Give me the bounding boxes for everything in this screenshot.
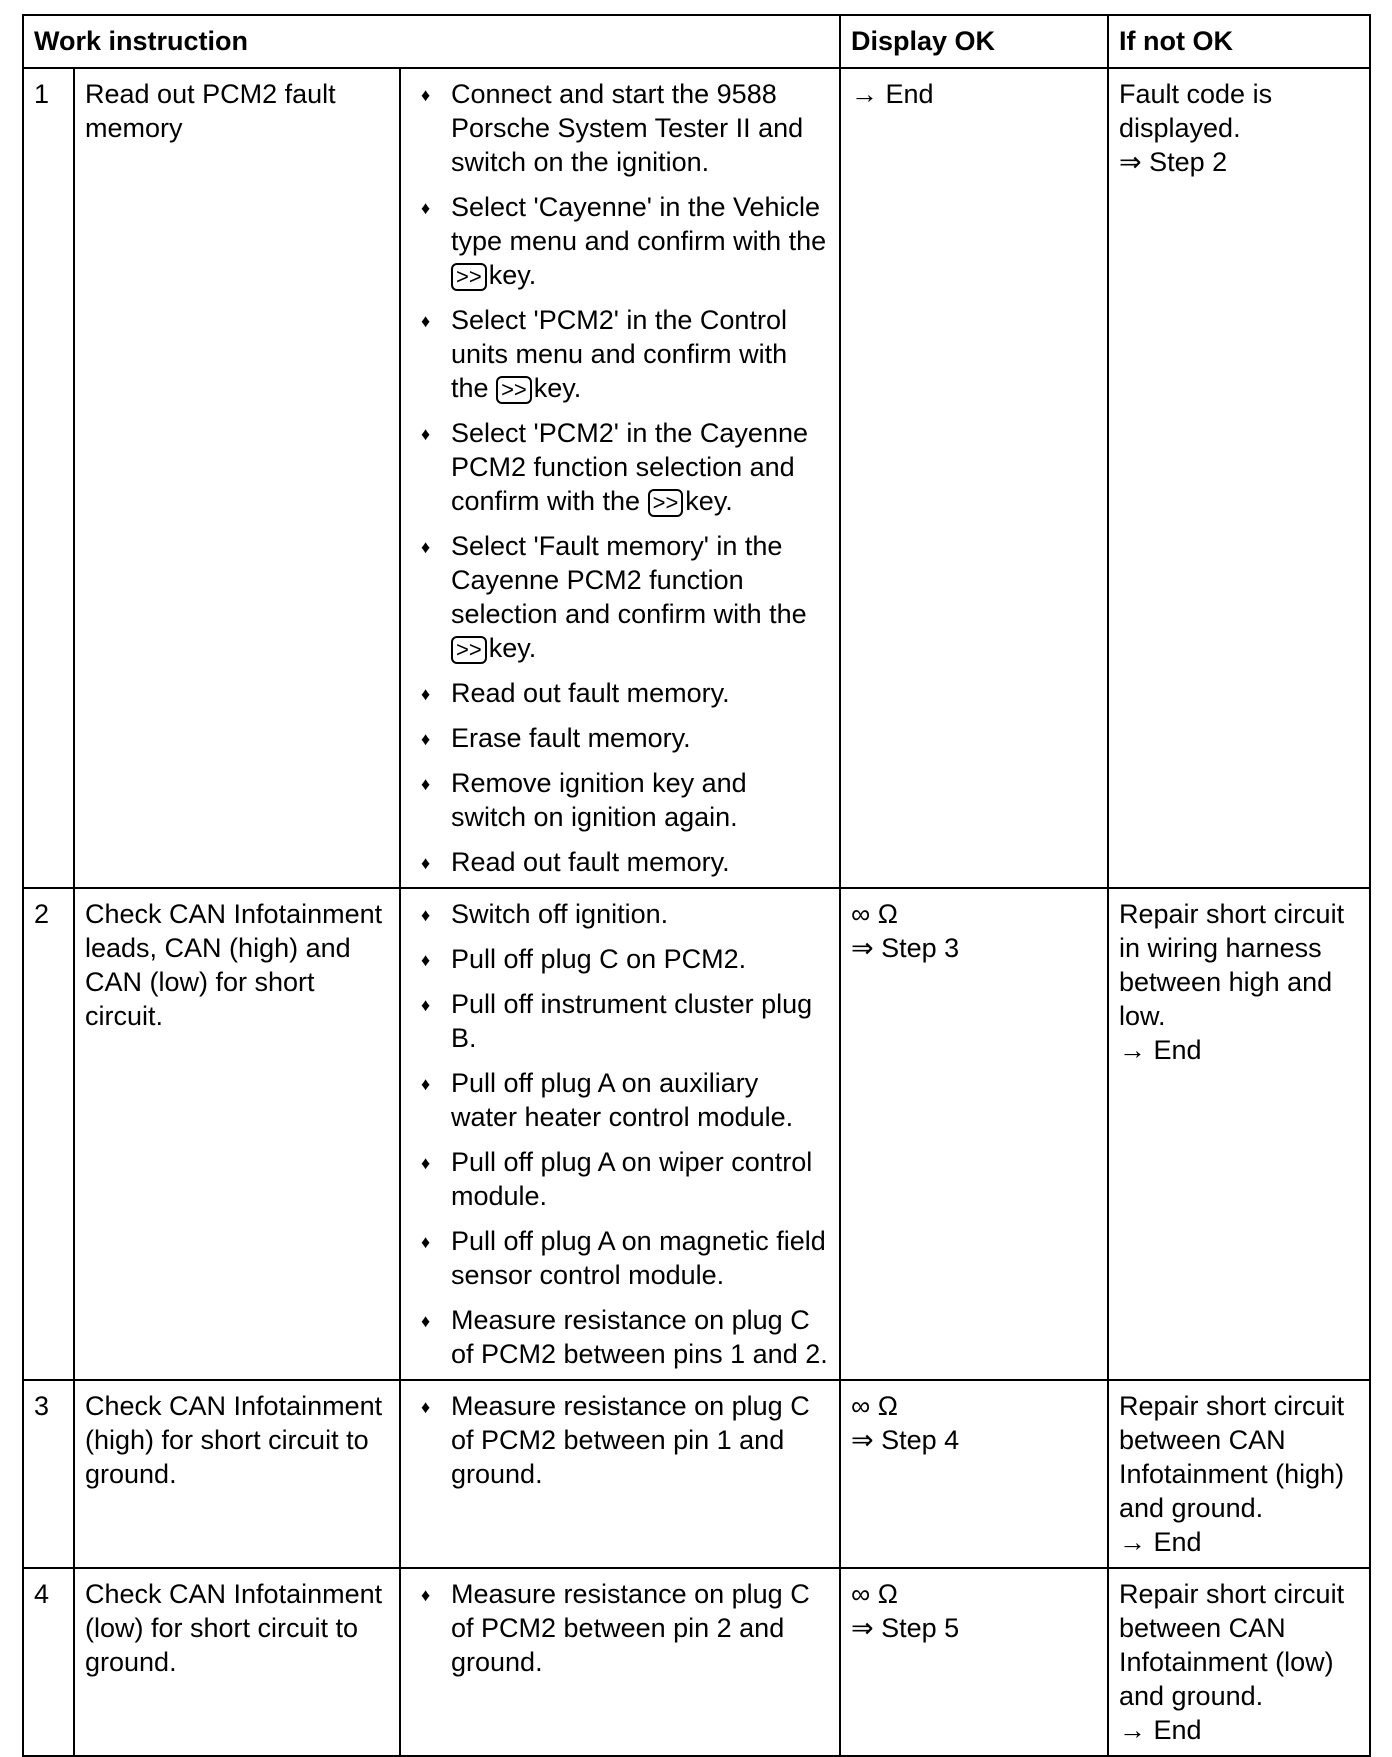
instruction-list bbox=[411, 77, 829, 879]
instruction-list bbox=[411, 1577, 829, 1679]
instruction-text: Read out fault memory. bbox=[451, 678, 730, 708]
display-ok-line: ∞ Ω bbox=[851, 1579, 898, 1609]
if-not-ok-line: Repair short circuit between CAN Infotainment (low) and ground. bbox=[1119, 1579, 1345, 1711]
step-number: 2 bbox=[23, 888, 74, 1380]
diamond-bullet-icon: ♦ bbox=[421, 995, 431, 1015]
step-title: Check CAN Infotainment leads, CAN (high) and CAN (low) for short circuit. bbox=[74, 888, 400, 1380]
step-number: 3 bbox=[23, 1380, 74, 1568]
instruction-text: Select 'Cayenne' in the Vehicle type menu and confirm with the bbox=[451, 192, 827, 256]
instruction-text: Switch off ignition. bbox=[451, 899, 669, 929]
instruction-text: Pull off plug A on magnetic field sensor control module. bbox=[451, 1226, 826, 1290]
instruction-text: Erase fault memory. bbox=[451, 723, 691, 753]
tester-key-icon: >> bbox=[451, 636, 487, 664]
step-number: 4 bbox=[23, 1568, 74, 1756]
list-item bbox=[411, 190, 829, 292]
diamond-bullet-icon: ♦ bbox=[421, 1585, 431, 1605]
list-item bbox=[411, 897, 829, 931]
diamond-bullet-icon: ♦ bbox=[421, 198, 431, 218]
if-not-ok-line: → End bbox=[1119, 1715, 1202, 1745]
list-item bbox=[411, 676, 829, 710]
instruction-text: Pull off instrument cluster plug B. bbox=[451, 989, 813, 1053]
list-item bbox=[411, 77, 829, 179]
instruction-text: Measure resistance on plug C of PCM2 between pins 1 and 2. bbox=[451, 1305, 828, 1369]
if-not-ok-line: ⇒ Step 2 bbox=[1119, 147, 1228, 177]
step-title: Read out PCM2 fault memory bbox=[74, 68, 400, 888]
step-title: Check CAN Infotainment (low) for short circuit to ground. bbox=[74, 1568, 400, 1756]
instruction-text: Read out fault memory. bbox=[451, 847, 730, 877]
display-ok-line: → End bbox=[851, 79, 934, 109]
table-row bbox=[23, 1380, 1370, 1568]
if-not-ok-line: Fault code is displayed. bbox=[1119, 79, 1273, 143]
display-ok-line: ⇒ Step 5 bbox=[851, 1613, 960, 1643]
list-item bbox=[411, 303, 829, 405]
display-ok-line: ∞ Ω bbox=[851, 1391, 898, 1421]
list-item bbox=[411, 529, 829, 665]
display-ok-line: ⇒ Step 4 bbox=[851, 1425, 960, 1455]
instruction-text-after-key: key. bbox=[533, 373, 582, 403]
tester-key-icon: >> bbox=[451, 263, 487, 291]
if-not-ok-line: Repair short circuit in wiring harness between high and low. bbox=[1119, 899, 1345, 1031]
instruction-text: Remove ignition key and switch on ignition again. bbox=[451, 768, 747, 832]
if-not-ok-line: Repair short circuit between CAN Infotainment (high) and ground. bbox=[1119, 1391, 1345, 1523]
diamond-bullet-icon: ♦ bbox=[421, 85, 431, 105]
diamond-bullet-icon: ♦ bbox=[421, 537, 431, 557]
instruction-list bbox=[411, 1389, 829, 1491]
list-item bbox=[411, 942, 829, 976]
header-display-ok: Display OK bbox=[840, 15, 1108, 68]
table-row bbox=[23, 68, 1370, 888]
instruction-list bbox=[411, 897, 829, 1371]
diamond-bullet-icon: ♦ bbox=[421, 853, 431, 873]
list-item bbox=[411, 845, 829, 879]
step-number: 1 bbox=[23, 68, 74, 888]
diamond-bullet-icon: ♦ bbox=[421, 1397, 431, 1417]
tester-key-icon: >> bbox=[496, 376, 532, 404]
step-instructions bbox=[400, 68, 840, 888]
tester-key-icon: >> bbox=[648, 489, 684, 517]
instruction-text: Pull off plug A on auxiliary water heater control module. bbox=[451, 1068, 794, 1132]
instruction-text: Measure resistance on plug C of PCM2 between pin 1 and ground. bbox=[451, 1391, 810, 1489]
diamond-bullet-icon: ♦ bbox=[421, 774, 431, 794]
diamond-bullet-icon: ♦ bbox=[421, 905, 431, 925]
if-not-ok-line: → End bbox=[1119, 1527, 1202, 1557]
header-work-instruction: Work instruction bbox=[23, 15, 840, 68]
instruction-text: Select 'Fault memory' in the Cayenne PCM2 function selection and confirm with the bbox=[451, 531, 807, 629]
table-row bbox=[23, 1568, 1370, 1756]
if-not-ok-cell bbox=[1108, 68, 1370, 888]
if-not-ok-cell bbox=[1108, 888, 1370, 1380]
list-item bbox=[411, 1224, 829, 1292]
display-ok-line: ⇒ Step 3 bbox=[851, 933, 960, 963]
list-item bbox=[411, 1577, 829, 1679]
diamond-bullet-icon: ♦ bbox=[421, 950, 431, 970]
instruction-text: Pull off plug A on wiper control module. bbox=[451, 1147, 813, 1211]
if-not-ok-cell bbox=[1108, 1380, 1370, 1568]
list-item bbox=[411, 1145, 829, 1213]
instruction-text: Pull off plug C on PCM2. bbox=[451, 944, 747, 974]
header-if-not-ok: If not OK bbox=[1108, 15, 1370, 68]
diamond-bullet-icon: ♦ bbox=[421, 1232, 431, 1252]
diamond-bullet-icon: ♦ bbox=[421, 684, 431, 704]
display-ok-cell bbox=[840, 1568, 1108, 1756]
list-item bbox=[411, 766, 829, 834]
work-instruction-table bbox=[22, 14, 1371, 1757]
instruction-text: Measure resistance on plug C of PCM2 between pin 2 and ground. bbox=[451, 1579, 810, 1677]
list-item bbox=[411, 1303, 829, 1371]
diamond-bullet-icon: ♦ bbox=[421, 311, 431, 331]
instruction-text: Connect and start the 9588 Porsche System Tester II and switch on the ignition. bbox=[451, 79, 804, 177]
list-item bbox=[411, 1066, 829, 1134]
display-ok-cell bbox=[840, 888, 1108, 1380]
step-instructions bbox=[400, 1380, 840, 1568]
if-not-ok-line: → End bbox=[1119, 1035, 1202, 1065]
table-row bbox=[23, 888, 1370, 1380]
table-body bbox=[23, 68, 1370, 1756]
instruction-text-after-key: key. bbox=[488, 260, 537, 290]
list-item bbox=[411, 721, 829, 755]
list-item bbox=[411, 1389, 829, 1491]
display-ok-cell bbox=[840, 1380, 1108, 1568]
list-item bbox=[411, 416, 829, 518]
diamond-bullet-icon: ♦ bbox=[421, 424, 431, 444]
diamond-bullet-icon: ♦ bbox=[421, 1311, 431, 1331]
if-not-ok-cell bbox=[1108, 1568, 1370, 1756]
instruction-text-after-key: key. bbox=[488, 633, 537, 663]
diamond-bullet-icon: ♦ bbox=[421, 1074, 431, 1094]
header-row bbox=[23, 15, 1370, 68]
display-ok-line: ∞ Ω bbox=[851, 899, 898, 929]
step-instructions bbox=[400, 1568, 840, 1756]
diamond-bullet-icon: ♦ bbox=[421, 729, 431, 749]
instruction-text-after-key: key. bbox=[685, 486, 733, 516]
instruction-text: Select 'PCM2' in the Cayenne PCM2 function selection and confirm with the bbox=[451, 418, 808, 516]
display-ok-cell bbox=[840, 68, 1108, 888]
diamond-bullet-icon: ♦ bbox=[421, 1153, 431, 1173]
instruction-text: Select 'PCM2' in the Control units menu and confirm with the bbox=[451, 305, 788, 403]
step-instructions bbox=[400, 888, 840, 1380]
step-title: Check CAN Infotainment (high) for short circuit to ground. bbox=[74, 1380, 400, 1568]
list-item bbox=[411, 987, 829, 1055]
